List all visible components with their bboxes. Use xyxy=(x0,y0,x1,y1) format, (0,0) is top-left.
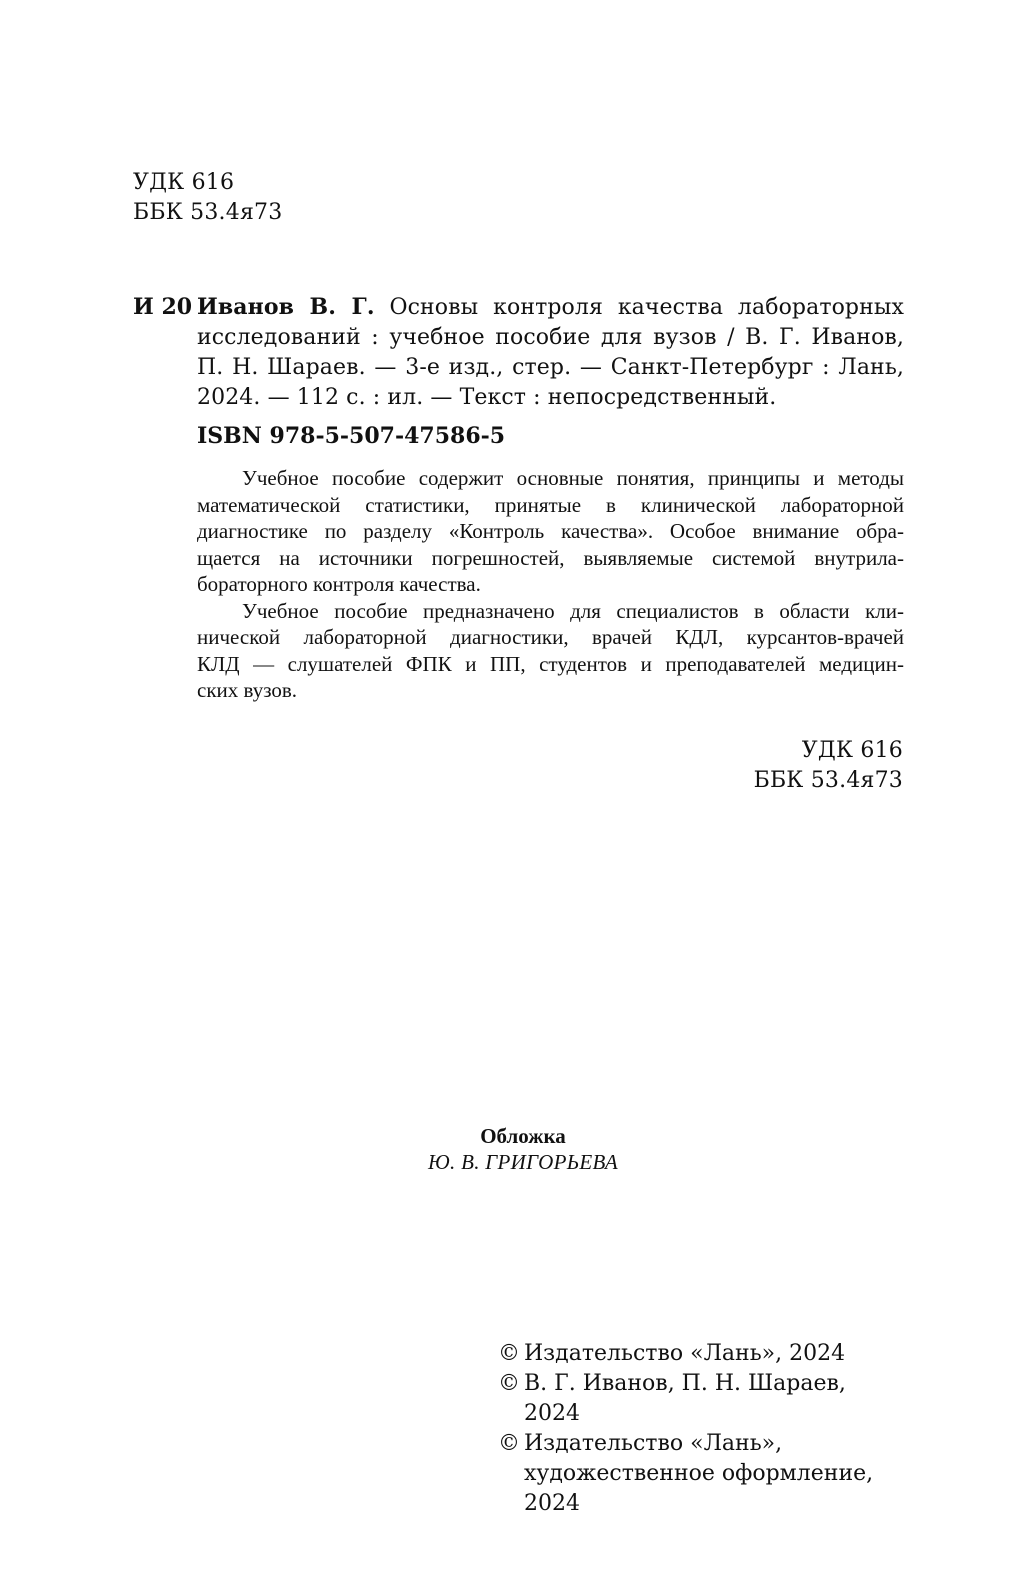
record-author: Иванов В. Г. xyxy=(197,294,375,320)
annotation-line: Учебное пособие предназначено для специалистов в области кли- xyxy=(242,598,904,623)
cover-designer: Ю. В. ГРИГОРЬЕВА xyxy=(428,1150,618,1174)
cover-label: Обложка xyxy=(480,1124,566,1148)
bbk-code: ББК 53.4я73 xyxy=(753,768,903,793)
author-mark: И 20 xyxy=(133,294,193,320)
copyright-icon: © xyxy=(498,1371,520,1396)
record-line-1 xyxy=(197,292,904,323)
record-title: Основы контроля качества лабораторных xyxy=(389,295,904,320)
copyright-icon: © xyxy=(498,1431,520,1456)
copyright-item xyxy=(498,1339,908,1369)
annotation-line: щается на источники погрешностей, выявляемые системой внутрила- xyxy=(197,545,904,570)
copyright-text: Издательство «Лань», 2024 xyxy=(524,1341,846,1366)
top-classification-codes xyxy=(133,168,282,228)
annotation-line: КЛД — слушателей ФПК и ПП, студентов и преподавателей медицин- xyxy=(197,651,904,676)
copyright-item xyxy=(498,1429,908,1519)
udk-code: УДК 616 xyxy=(801,738,903,763)
copyright-text: В. Г. Иванов, П. Н. Шараев, 2024 xyxy=(524,1371,846,1426)
record-line-4: 2024. — 112 с. : ил. — Текст : непосредственный. xyxy=(197,385,777,410)
copyright-text xyxy=(524,1429,908,1519)
copyright-block xyxy=(498,1339,908,1519)
annotation-line: Учебное пособие содержит основные понятия, принципы и методы xyxy=(242,466,904,490)
annotation-line: диагностике по разделу «Контроль качества». Особое внимание обра- xyxy=(197,519,904,543)
annotation xyxy=(197,465,904,704)
record-line-2: исследований : учебное пособие для вузов / В. Г. Иванов, xyxy=(197,325,904,350)
bibliographic-record xyxy=(197,292,904,413)
copyright-icon: © xyxy=(498,1341,520,1366)
annotation-line: бораторного контроля качества. xyxy=(197,572,481,596)
cover-credit xyxy=(398,1123,648,1175)
annotation-line: ских вузов. xyxy=(197,678,298,702)
udk-code: УДК 616 xyxy=(133,170,235,195)
isbn: ISBN 978-5-507-47586-5 xyxy=(197,423,506,449)
annotation-line: нической лабораторной диагностики, врачей КДЛ, курсантов-врачей xyxy=(197,625,904,649)
record-line-3: П. Н. Шараев. — 3-е изд., стер. — Санкт-Петербург : Лань, xyxy=(197,355,904,380)
copyright-item xyxy=(498,1369,908,1429)
bottom-classification-codes xyxy=(754,736,903,796)
copyright-text-line: Издательство «Лань», xyxy=(524,1431,783,1456)
annotation-line: математической статистики, принятые в клинической лабораторной xyxy=(197,492,904,517)
bbk-code: ББК 53.4я73 xyxy=(133,200,283,225)
copyright-text-line: художественное оформление, 2024 xyxy=(524,1461,874,1516)
